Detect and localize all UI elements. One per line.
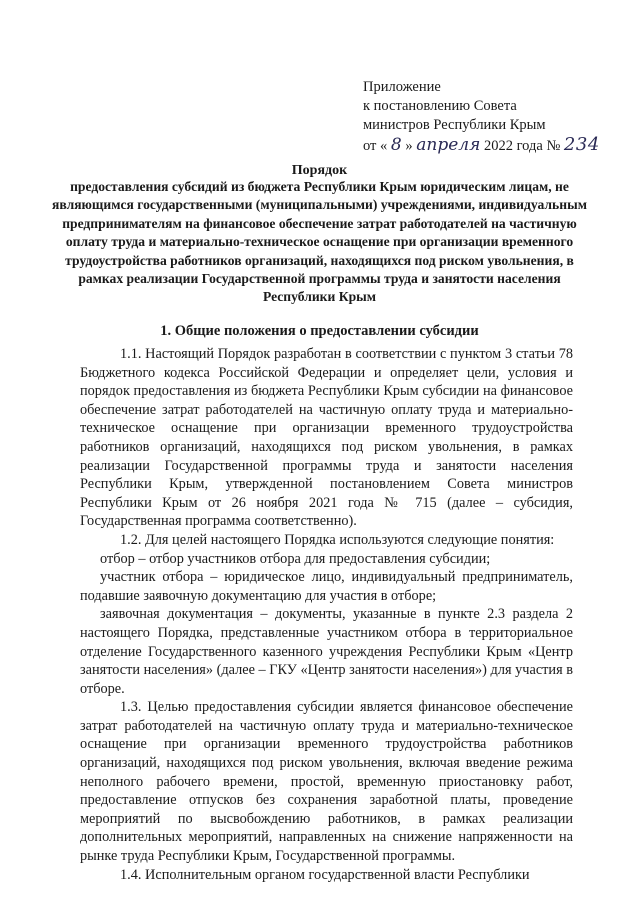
paragraph: 1.4. Исполнительным органом государственной власти Республики bbox=[120, 866, 530, 883]
paragraph: 1.1. Настоящий Порядок разработан в соответствии с пунктом 3 статьи 78 Бюджетного кодекса Российской Федерации и определяет цели, условия и порядок предоставления из бюджета Республики Крым субсидии на финансовое обеспечение затрат работодателей на частичную оплату труда и материально-техническое оснащение при организации временного трудоустройства работников организаций, находящихся под риском увольнения, в рамках реализации Государственной программы труда и занятости населения Республики Крым, утвержденной постановлением Совета министров Республики Крым от 26 ноября 2021 года № 715 (далее – субсидия, Государственная программа соответственно). bbox=[80, 346, 573, 530]
appendix-line: к постановлению Совета bbox=[363, 98, 517, 114]
decree-number-handwritten: 234 bbox=[563, 134, 600, 155]
appendix-date-line bbox=[363, 135, 623, 156]
date-month-handwritten: апреля bbox=[416, 135, 481, 155]
date-year: 2022 года № bbox=[483, 138, 561, 154]
appendix-block bbox=[363, 78, 623, 156]
document-body bbox=[80, 345, 573, 884]
document-title: Порядок bbox=[291, 163, 348, 178]
paragraph: участник отбора – юридическое лицо, индивидуальный предприниматель, подавшие заявочную документацию для участия в отборе; bbox=[80, 569, 573, 604]
appendix-line: Приложение bbox=[363, 79, 441, 95]
paragraph: заявочная документация – документы, указанные в пункте 2.3 раздела 2 настоящего Порядка, представленные участником отбора в территориальное отделение Государственного казенного учреждения Республики Крым «Центр занятости населения» (далее – ГКУ «Центр занятости населения») для участия в отборе. bbox=[80, 606, 573, 697]
document-subtitle: предоставления субсидий из бюджета Республики Крым юридическим лицам, не являющимся государственными (муниципальными) учреждениями, индивидуальным предпринимателям на финансовое обеспечение затрат работодателей на частичную оплату труда и материально-техническое оснащение при организации временного трудоустройства работников организаций, находящихся под риском увольнения, в рамках реализации Государственной программы труда и занятости населения Республики Крым bbox=[52, 179, 587, 305]
date-separator: » bbox=[405, 138, 413, 154]
date-prefix: от « bbox=[363, 138, 388, 154]
appendix-line: министров Республики Крым bbox=[363, 117, 546, 133]
paragraph: 1.2. Для целей настоящего Порядка используются следующие понятия: bbox=[120, 531, 555, 548]
date-day-handwritten: 8 bbox=[390, 135, 402, 155]
section-heading: 1. Общие положения о предоставлении субсидии bbox=[160, 323, 479, 339]
paragraph: 1.3. Целью предоставления субсидии является финансовое обеспечение затрат работодателей на частичную оплату труда и материально-техническое оснащение при организации временного трудоустройства работников организаций, находящихся под риском увольнения, включая введение режима неполного рабочего времени, простой, временную приостановку работ, предоставление отпусков без сохранения заработной платы, проведение мероприятий по высвобождению работников, в рамках реализации дополнительных мероприятий, направленных на снижение напряженности на рынке труда Республики Крым, Государственной программы. bbox=[80, 699, 573, 865]
paragraph: отбор – отбор участников отбора для предоставления субсидии; bbox=[100, 550, 491, 567]
